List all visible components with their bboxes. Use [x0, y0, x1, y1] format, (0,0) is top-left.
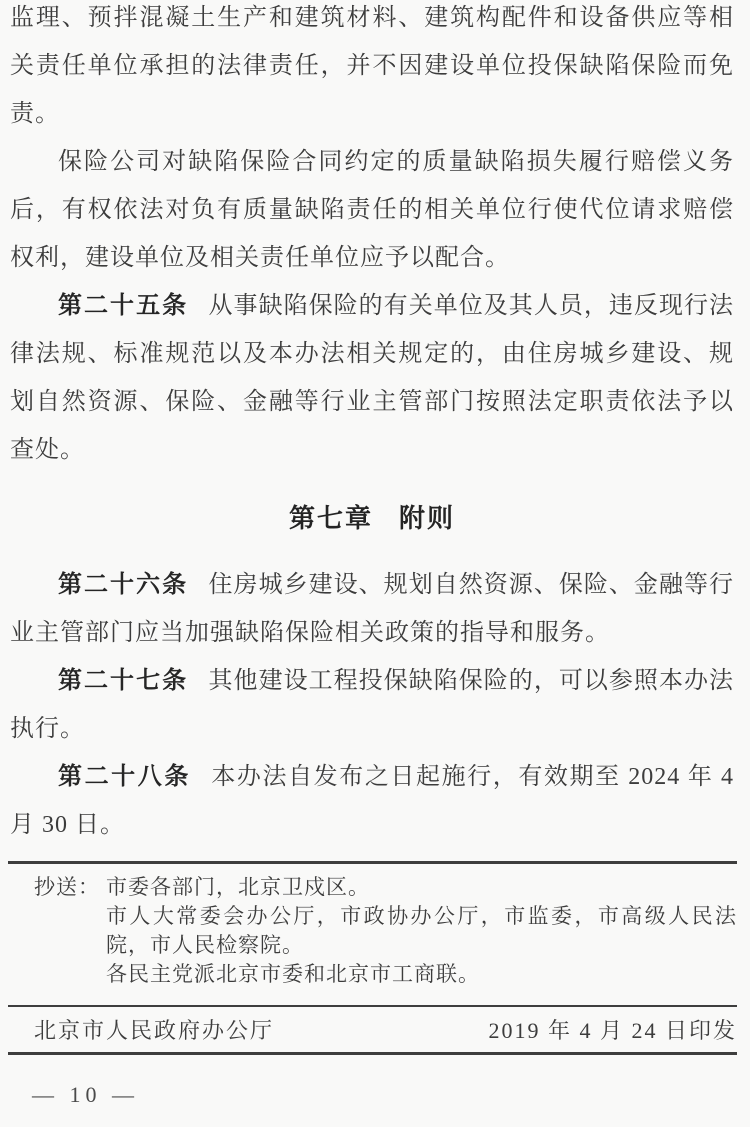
paragraph — [10, 138, 734, 282]
issuing-office: 北京市人民政府办公厅 — [34, 1018, 275, 1043]
article-number-label: 第二十六条 — [58, 571, 189, 598]
paragraph — [10, 0, 734, 138]
document-body — [10, 0, 734, 849]
page-number: — 10 — — [32, 1082, 139, 1107]
paragraph-text: 保险公司对缺陷保险合同约定的质量缺陷损失履行赔偿义务后，有权依法对负有质量缺陷责任的相关单位行使代位请求赔偿权利，建设单位及相关责任单位应予以配合。 — [10, 149, 734, 271]
copy-to-line: 市委各部门，北京卫戍区。 — [106, 875, 370, 899]
paragraph-text: 本办法自发布之日起施行，有效期至 2024 年 4 月 30 日。 — [10, 764, 734, 838]
paragraph — [10, 657, 734, 753]
paragraph-text: 从事缺陷保险的有关单位及其人员，违反现行法律法规、标准规范以及本办法相关规定的，由住房城乡建设、规划自然资源、保险、金融等行业主管部门按照法定职责依法予以查处。 — [10, 293, 735, 463]
article-number-label: 第二十七条 — [58, 667, 189, 694]
issuance-footer — [8, 1007, 737, 1055]
paragraph-text: 监理、预拌混凝土生产和建筑材料、建筑构配件和设备供应等相关责任单位承担的法律责任，并不因建设单位投保缺陷保险而免责。 — [10, 5, 734, 127]
paragraph — [10, 753, 734, 849]
copy-to-label: 抄送： — [34, 875, 100, 899]
chapter-title: 附则 — [399, 503, 456, 533]
chapter-heading — [10, 498, 734, 535]
copy-to-line: 市人大常委会办公厅，市政协办公厅，市监委，市高级人民法院，市人民检察院。 — [106, 904, 737, 957]
article-number-label: 第二十八条 — [58, 763, 191, 790]
print-date: 2019 年 4 月 24 日印发 — [488, 1018, 737, 1043]
chapter-number: 第七章 — [288, 503, 373, 533]
copy-notice-block — [8, 861, 737, 1007]
paragraph-text: 其他建设工程投保缺陷保险的，可以参照本办法执行。 — [10, 668, 735, 742]
paragraph — [10, 282, 734, 474]
copy-to-recipients — [106, 873, 737, 989]
paragraph — [10, 561, 734, 657]
article-number-label: 第二十五条 — [58, 292, 189, 319]
copy-to-line: 各民主党派北京市委和北京市工商联。 — [106, 962, 480, 986]
paragraph-text: 住房城乡建设、规划自然资源、保险、金融等行业主管部门应当加强缺陷保险相关政策的指导和服务。 — [10, 572, 735, 646]
